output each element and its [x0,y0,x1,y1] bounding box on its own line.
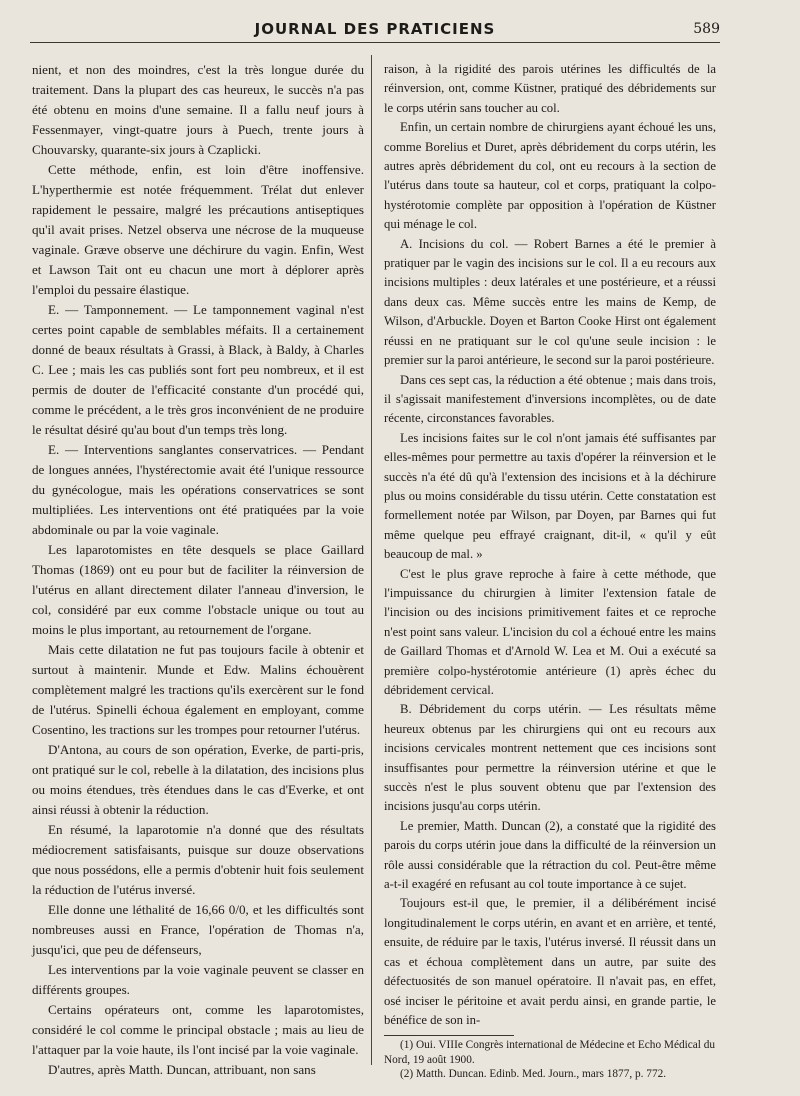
paragraph: Dans ces sept cas, la réduction a été obtenue ; mais dans trois, il s'agissait manifestement d'inversions incomplètes, ou de date récente, circonstances favorables. [384,372,716,426]
paragraph: C'est le plus grave reproche à faire à cette méthode, que l'impuissance du chirurgien à limiter l'extension fatale de l'incision ou des incisions primitivement faites et ce reproche n'est point sans valeur. L'incision du col a échoué entre les mains de Gaillard Thomas et d'Arnold W. Lea et M. Oui a exécuté sa première colpo-hystérotomie antérieure (1) après échec du débridement cervical. [384,566,716,697]
paragraph: B. Débridement du corps utérin. — Les résultats même heureux obtenus par les chirurgiens qui ont eu recours aux incisions cervicales montrent nettement que ces incisions sont insuffisantes pour permettre la réinversion utérine et que le succès n'est le plus souvent obtenu que par l'extension des incisions jusqu'au corps utérin. [384,702,716,814]
paragraph: D'autres, après Matth. Duncan, attribuant, non sans [48,1062,316,1077]
paragraph: E. — Tamponnement. — Le tamponnement vaginal n'est certes point capable de semblables méfaits. Il a certainement donné de beaux résultats à Grassi, à Black, à Baldy, à Charles C. Lee ; mais les cas publiés sont fort peu nombreux, et il est permis de douter de l'efficacité constante d'un procédé qui, comme le précédent, a le très gros inconvénient de ne produire le résultat désiré qu'au bout d'un temps très long. [32,302,364,437]
paragraph: Elle donne une léthalité de 16,66 0/0, et les difficultés sont nombreuses aussi en France, l'opération de Thomas n'a, jusqu'ici, que peu de défenseurs, [32,902,364,957]
paragraph: Le premier, Matth. Duncan (2), a constaté que la rigidité des parois du corps utérin joue dans la difficulté de la réinversion un rôle aussi considérable que la rétraction du col. Peut-être même a-t-il exagéré en refusant au col toute importance à ce sujet. [384,818,716,892]
paragraph: Certains opérateurs ont, comme les laparotomistes, considéré le col comme le principal obstacle ; mais au lieu de l'attaquer par la voie haute, ils l'ont incisé par la voie vaginale. [32,1002,364,1057]
page-number: 589 [693,21,720,37]
paragraph: Toujours est-il que, le premier, il a délibérément incisé longitudinalement le corps utérin, en avant et en arrière, et tenté, ensuite, de réduire par le taxis, l'utérus inversé. Il réussit dans un cas et échoua complètement dans un autre, par suite des défectuosités de son manuel opératoire. Il n'avait pas, en effet, osé inciser le péritoine et avait perdu ainsi, en grande partie, le bénéfice de son in- [384,896,716,1027]
footnote: (1) Oui. VIIIe Congrès international de Médecine et Echo Médical du Nord, 19 août 1900. [384,1039,716,1066]
paragraph: E. — Interventions sanglantes conservatrices. — Pendant de longues années, l'hystérectomie avait été l'unique ressource du gynécologue, mais les opérations conservatrices se sont multipliées. Les interventions ont été pratiquées par la voie abdominale ou par la voie vaginale. [32,442,364,537]
footnotes [384,1038,716,1082]
column-divider [371,55,372,1065]
paragraph: A. Incisions du col. — Robert Barnes a été le premier à pratiquer par le vagin des incisions sur le col. Il a eu recours aux incisions multiples : deux latérales et une postérieure, et a réussi dans deux cas. Même succès entre les mains de Kemp, de Wilson, d'Arbuckle. Doyen et Barton Cooke Hirst ont également réussi en ne pratiquant sur le col qu'une seule incision : le premier sur la paroi antérieure, le second sur la paroi postérieure. [384,236,716,368]
paragraph: Mais cette dilatation ne fut pas toujours facile à obtenir et surtout à maintenir. Munde et Edw. Malins échouèrent complètement malgré les tractions qu'ils exercèrent sur le fond de l'utérus. Spinelli échoua également en employant, comme Cosentino, les tractions sur les trompes pour retourner l'utérus. [32,642,364,737]
paragraph: raison, à la rigidité des parois utérines les difficultés de la réinversion, ont, comme Küstner, pratiqué des débridements sur le corps utérin sans toucher au col. [384,62,716,115]
left-column [32,60,364,1080]
paragraph: D'Antona, au cours de son opération, Everke, de parti-pris, ont pratiqué sur le col, rebelle à la dilatation, des incisions plus ou moins étendues, très étendues dans le cas d'Everke, et ont ainsi réussi à obtenir la réduction. [32,742,364,817]
paragraph: Cette méthode, enfin, est loin d'être inoffensive. L'hyperthermie est notée fréquemment. Trélat dut enlever rapidement le pessaire, malgré les précautions antiseptiques qu'il avait prises. Netzel observa une nécrose de la muqueuse vaginale. Græve observe une déchirure du vagin. Enfin, West et Lawson Tait ont eu chacun une mort à déplorer après l'emploi du pessaire élastique. [32,162,364,297]
footnote-rule [384,1035,514,1036]
paragraph: Les interventions par la voie vaginale peuvent se classer en différents groupes. [32,962,364,997]
running-header [30,18,720,43]
paragraph: nient, et non des moindres, c'est la très longue durée du traitement. Dans la plupart des cas heureux, le succès n'a pas été obtenu en moins d'une semaine. Il a fallu neuf jours à Fessenmayer, vingt-quatre jours à Puech, trente jours à Chouvarsky, quarante-six jours à Czaplicki. [32,62,364,157]
paragraph: Enfin, un certain nombre de chirurgiens ayant échoué les uns, comme Borelius et Duret, après débridement du corps utérin, les autres après débridement du col, ont eu recours à la section de l'utérus dans toute sa hauteur, col et corps, pratiquant la colpo-hystérotomie complète par opposition à l'opération de Küstner qui ménage le col. [384,120,716,232]
paragraph: Les laparotomistes en tête desquels se place Gaillard Thomas (1869) ont eu pour but de faciliter la réinversion de l'utérus en allant directement dilater l'anneau d'inversion, le col, considéré par eux comme l'obstacle unique ou tout au moins le plus important, au retournement de l'organe. [32,542,364,637]
right-column-body [384,60,716,1030]
paragraph: En résumé, la laparotomie n'a donné que des résultats médiocrement satisfaisants, puisque sur douze observations que nous possédons, elle a permis d'obtenir huit fois seulement la réduction de l'utérus inversé. [32,822,364,897]
paragraph: Les incisions faites sur le col n'ont jamais été suffisantes par elles-mêmes pour permettre au taxis d'opérer la réinversion et le succès n'a été dû qu'à l'extension des incisions et à la déchirure plus ou moins considérable du tissu utérin. Cette constatation est formellement notée par Wilson, par Doyen, par Barnes qui fut même quelque peu effrayé craignant, dit-il, « qu'il y eût beaucoup de mal. » [384,430,716,562]
footnote: (2) Matth. Duncan. Edinb. Med. Journ., mars 1877, p. 772. [400,1068,667,1081]
running-title: JOURNAL DES PRATICIENS [254,20,496,38]
right-column [384,60,716,1082]
